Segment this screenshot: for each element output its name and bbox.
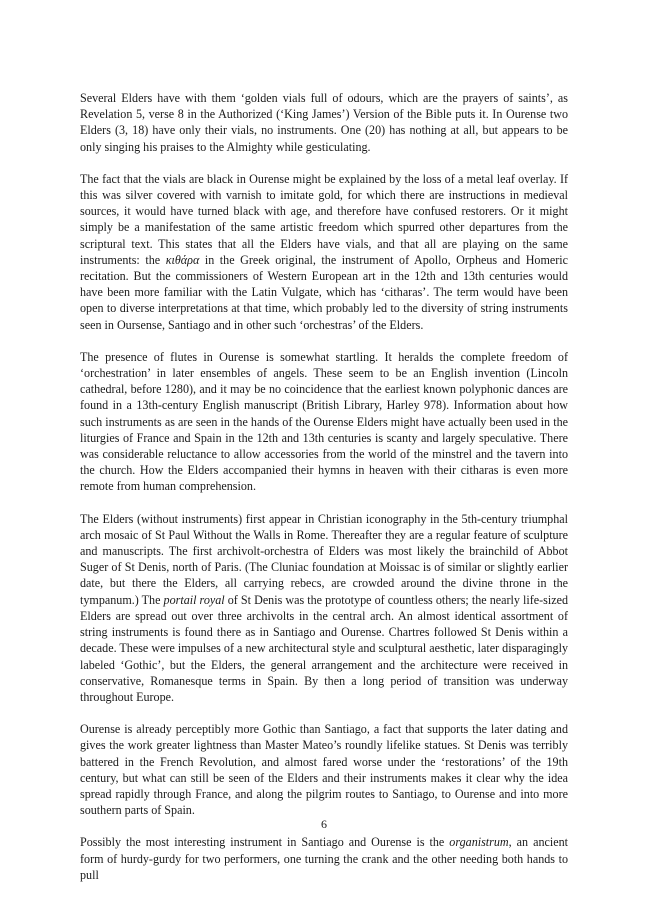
- paragraph-text: The Elders (without instruments) first appear in Christian iconography in the 5th-century triumphal arch mosaic of St Paul Without the Walls in Rome. Thereafter they are a regular feature of sculpture and manuscripts. The first archivolt-orchestra of Elders was most likely the brainchild of Abbot Suger of St Denis, north of Paris. (The Cluniac foundation at Moissac is of similar or slightly earlier date, but there the Elders, all carrying rebecs, are crowded around the divine throne in the tympanum.) The: [80, 511, 568, 607]
- paragraph-text: in the Greek original, the instrument of Apollo, Orpheus and Homeric recitation. But the commissioners of Western European art in the 12th and 13th centuries would have been more familiar with the Latin Vulgate, which has ‘citharas’. The term would have been open to diverse interpretations at that time, which probably led to the diversity of string instruments seen in Oursense, Santiago and in other such ‘orchestras’ of the Elders.: [80, 252, 568, 332]
- paragraph-text: Several Elders have with them ‘golden vials full of odours, which are the prayers of saints’, as Revelation 5, verse 8 in the Authorized (‘King James’) Version of the Bible puts it. In Ourense two Elders (3, 18) have only their vials, no instruments. One (20) has nothing at all, but appears to be only singing his praises to the Almighty while gesticulating.: [80, 91, 568, 154]
- paragraph-text: Ourense is already perceptibly more Gothic than Santiago, a fact that supports the later dating and gives the work greater lightness than Master Mateo’s roundly lifelike statues. St Denis was terribly battered in the French Revolution, and almost fared worse under the ‘restorations’ of the 19th century, but what can still be seen of the Elders and their instruments makes it clear why the idea spread rapidly through France, and along the pilgrim routes to Santiago, to Ourense and into more southern parts of Spain.: [80, 722, 568, 818]
- paragraph-text: of St Denis was the prototype of countless others; the nearly life-sized Elders are spread out over three archivolts in the central arch. An almost identical assortment of string instruments is found there as in Santiago and Ourense. Chartres followed St Denis within a decade. These were impulses of a new architectural style and sculptural aesthetic, later disparagingly labeled ‘Gothic’, but the Elders, the general arrangement and the architecture were received in conservative, Romanesque terms in Spain. By then a long period of transition was underway throughout Europe.: [80, 592, 569, 704]
- term-organistrum: organistrum: [449, 835, 509, 850]
- paragraph-1: [80, 90, 568, 155]
- greek-term-kithara: κιθάρα: [165, 252, 200, 267]
- paragraph-text: Possibly the most interesting instrument in Santiago and Ourense is the: [80, 835, 450, 850]
- paragraph-5: [80, 721, 568, 818]
- paragraph-4: [80, 511, 568, 705]
- page-number: 6: [321, 817, 327, 831]
- paragraph-3: [80, 349, 568, 495]
- paragraph-6: [80, 834, 568, 883]
- term-portail-royal: portail royal: [163, 592, 225, 607]
- paragraph-text: The fact that the vials are black in Ourense might be explained by the loss of a metal leaf overlay. If this was silver covered with varnish to imitate gold, for which there are instructions in medieval sources, it would have turned black with age, and therefore have confused restorers. Or it might simply be a manifestation of the same artistic freedom which spurred other departures from the scriptural text. This states that all the Elders have vials, and that all are playing on the same instruments: the: [80, 171, 568, 267]
- body-text: [80, 90, 568, 899]
- paragraph-text: The presence of flutes in Ourense is somewhat startling. It heralds the complete freedom of ‘orchestration’ in later ensembles of angels. These seem to be an English invention (Lincoln cathedral, before 1280), and it may be no coincidence that the earliest known polyphonic dances are found in a 13th-century English manuscript (British Library, Harley 978). Information about how such instruments as are seen in the hands of the Ourense Elders might have actually been used in the liturgies of France and Spain in the 12th and 13th centuries is scanty and largely speculative. There was considerable reluctance to allow accessories from the world of the minstrel and the tavern into the church. How the Elders accompanied their hymns in heaven with their citharas is even more remote from human comprehension.: [80, 349, 568, 494]
- paragraph-text: , an ancient form of hurdy-gurdy for two performers, one turning the crank and the other needing both hands to pull: [80, 835, 568, 882]
- paragraph-2: [80, 171, 568, 333]
